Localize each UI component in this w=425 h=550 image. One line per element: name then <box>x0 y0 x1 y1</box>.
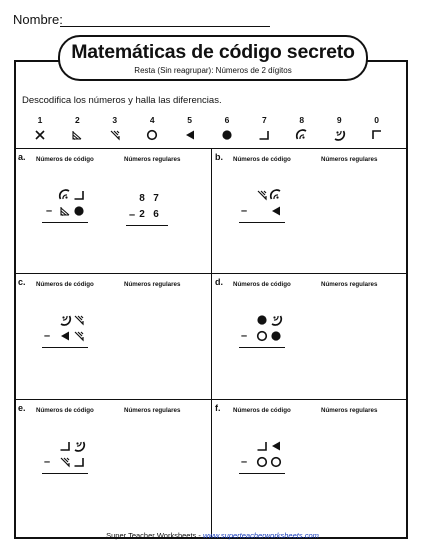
left-triangle-icon <box>269 204 283 218</box>
key-entry <box>65 115 89 142</box>
open-circle-icon <box>140 128 164 142</box>
problem-letter: b. <box>215 152 223 162</box>
answer-line[interactable] <box>42 473 88 474</box>
triple-chevron-icon <box>255 188 269 202</box>
minus-sign: – <box>45 205 53 217</box>
code-numbers-head: Números de código <box>233 407 291 414</box>
problem-cell <box>14 148 211 273</box>
answer-line[interactable] <box>239 473 285 474</box>
crescent-top-icon <box>58 188 72 202</box>
page-subtitle: Resta (Sin reagrupar): Números de 2 dígitos <box>134 66 292 75</box>
page-title: Matemáticas de código secreto <box>71 41 355 63</box>
filled-circle-icon <box>72 204 86 218</box>
footer <box>0 531 425 540</box>
name-label: Nombre: <box>13 12 63 27</box>
problem-letter: d. <box>215 277 223 287</box>
triple-chevron-icon <box>103 128 127 142</box>
key-digit: 1 <box>37 115 43 125</box>
hatched-wedge-icon <box>65 128 89 142</box>
key-digit: 6 <box>224 115 230 125</box>
footer-text: Super Teacher Worksheets - <box>106 531 203 540</box>
answer-line[interactable] <box>42 347 88 348</box>
code-numbers-head: Números de código <box>233 281 291 288</box>
key-entry <box>178 115 202 142</box>
bottom-right-corner-icon <box>252 128 276 142</box>
hatched-wedge-icon <box>58 204 72 218</box>
key-digit: 8 <box>299 115 305 125</box>
regular-numbers-head: Números regulares <box>124 407 181 414</box>
open-circle-icon <box>255 455 269 469</box>
key-digit: 7 <box>262 115 267 125</box>
regular-digit: 2 <box>139 209 145 220</box>
problem-letter: f. <box>215 403 221 413</box>
key-digit: 9 <box>336 115 342 125</box>
left-triangle-icon <box>178 128 202 142</box>
footer-link[interactable]: www.superteacherworksheets.com <box>202 531 319 540</box>
triple-chevron-icon <box>58 455 72 469</box>
crescent-bottom-icon <box>58 313 72 327</box>
triple-chevron-icon <box>72 313 86 327</box>
crescent-bottom-icon <box>269 313 283 327</box>
bottom-right-corner-icon <box>58 439 72 453</box>
open-circle-icon <box>255 329 269 343</box>
minus-sign: – <box>128 209 136 221</box>
crescent-top-icon <box>290 128 314 142</box>
left-triangle-icon <box>58 329 72 343</box>
answer-line[interactable] <box>42 222 88 223</box>
key-digit: 4 <box>149 115 155 125</box>
code-numbers-head: Números de código <box>233 156 291 163</box>
minus-sign: – <box>240 456 248 468</box>
name-line[interactable] <box>60 26 270 27</box>
problem-cell <box>14 399 211 524</box>
answer-line[interactable] <box>126 225 168 226</box>
minus-sign: – <box>240 330 248 342</box>
key-entry <box>103 115 127 142</box>
crescent-bottom-icon <box>72 439 86 453</box>
bottom-right-corner-icon <box>72 455 86 469</box>
regular-numbers-head: Números regulares <box>321 156 378 163</box>
key-entry <box>327 115 351 142</box>
code-numbers-head: Números de código <box>36 156 94 163</box>
open-circle-icon <box>269 455 283 469</box>
key-digit: 5 <box>187 115 192 125</box>
key-entry <box>365 115 389 142</box>
key-digit: 0 <box>374 115 379 125</box>
regular-numbers-head: Números regulares <box>124 281 181 288</box>
bottom-right-corner-icon <box>72 188 86 202</box>
filled-circle-icon <box>215 128 239 142</box>
regular-digit: 8 <box>139 193 145 204</box>
regular-numbers-head: Números regulares <box>321 407 378 414</box>
key-digit: 2 <box>75 115 80 125</box>
regular-numbers-head: Números regulares <box>124 156 181 163</box>
problem-cell <box>211 148 408 273</box>
problem-cell <box>211 399 408 524</box>
minus-sign: – <box>240 205 248 217</box>
key-digit: 3 <box>112 115 118 125</box>
code-numbers-head: Números de código <box>36 281 94 288</box>
problem-letter: c. <box>18 277 26 287</box>
minus-sign: – <box>43 330 51 342</box>
instructions: Descodifica los números y halla las diferencias. <box>22 95 222 106</box>
problem-letter: e. <box>18 403 26 413</box>
crescent-bottom-icon <box>327 128 351 142</box>
code-numbers-head: Números de código <box>36 407 94 414</box>
x-icon <box>28 128 52 142</box>
key-entry <box>28 115 52 142</box>
left-triangle-icon <box>269 439 283 453</box>
regular-digit: 7 <box>153 193 159 204</box>
minus-sign: – <box>43 456 51 468</box>
key-entry <box>140 115 164 142</box>
filled-circle-icon <box>269 329 283 343</box>
bottom-right-corner-icon <box>255 439 269 453</box>
problem-cell <box>14 273 211 398</box>
crescent-top-icon <box>269 188 283 202</box>
regular-numbers-head: Números regulares <box>321 281 378 288</box>
key-entry <box>290 115 314 142</box>
regular-digit: 6 <box>153 209 159 220</box>
answer-line[interactable] <box>239 347 285 348</box>
key-entry <box>215 115 239 142</box>
triple-chevron-icon <box>72 329 86 343</box>
title-box <box>58 35 368 81</box>
top-left-corner-icon <box>365 128 389 142</box>
problem-letter: a. <box>18 152 26 162</box>
key-entry <box>252 115 276 142</box>
filled-circle-icon <box>255 313 269 327</box>
problem-cell <box>211 273 408 398</box>
answer-line[interactable] <box>239 222 285 223</box>
